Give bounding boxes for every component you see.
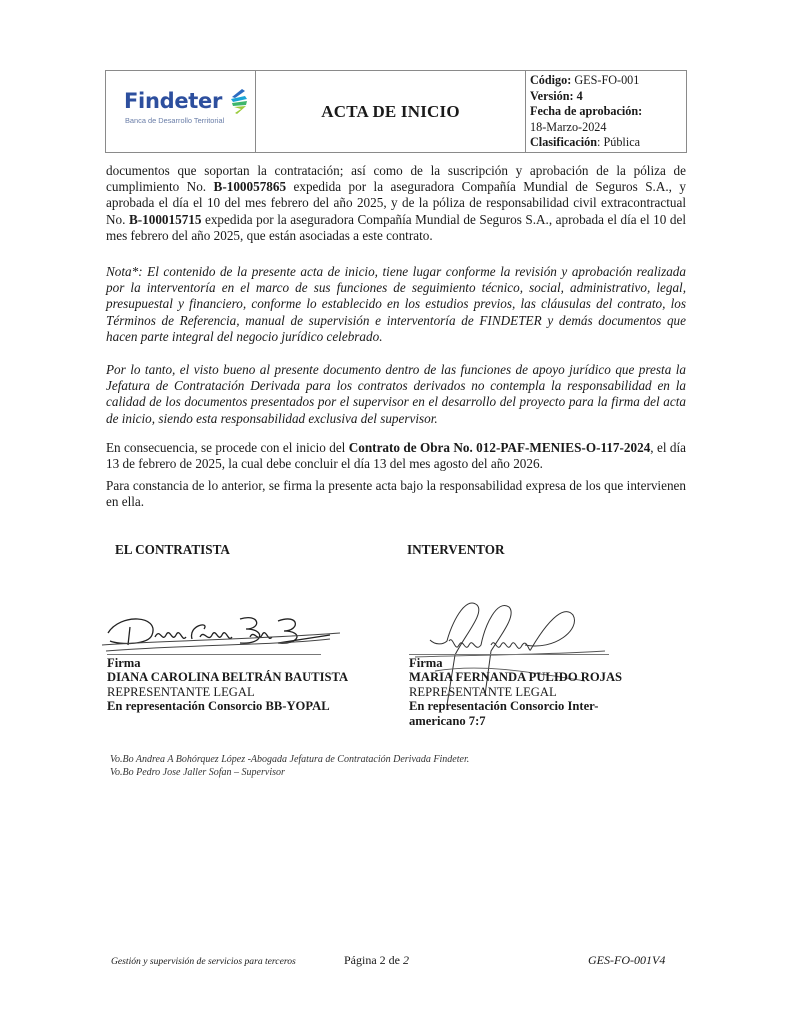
interventor-name: MARIA FERNANDA PULIDO ROJAS bbox=[409, 670, 623, 685]
document-header-table bbox=[105, 70, 687, 153]
footer-doc-code: GES-FO-001V4 bbox=[588, 953, 666, 967]
interventor-firma-label: Firma bbox=[409, 656, 443, 670]
interventor-representation-2: americano 7:7 bbox=[409, 713, 486, 728]
consecuencia-paragraph: En consecuencia, se procede con el inicio del Contrato de Obra No. 012-PAF-MENIES-O-117-2024, el día 13 de febrero de 2025, la cual debe concluir el día 13 del mes agosto del año 2026. bbox=[106, 440, 686, 472]
meta-cell bbox=[526, 71, 686, 152]
document-title: ACTA DE INICIO bbox=[321, 101, 460, 121]
policy-number-1: B-100057865 bbox=[213, 179, 287, 195]
findeter-logo-tagline: Banca de Desarrollo Territorial bbox=[125, 116, 225, 125]
interventor-signature-line bbox=[409, 654, 609, 655]
codigo-row: Código: GES-FO-001 bbox=[530, 73, 640, 87]
logo-cell bbox=[106, 71, 256, 152]
fecha-value: 18-Marzo-2024 bbox=[530, 119, 607, 134]
interventor-role: REPRESENTANTE LEGAL bbox=[409, 684, 557, 699]
contratista-signature-line bbox=[107, 654, 321, 655]
version-row: Versión: 4 bbox=[530, 88, 583, 103]
vobo-line-1: Vo.Bo Andrea A Bohórquez López -Abogada Jefatura de Contratación Derivada Findeter. bbox=[110, 754, 470, 765]
contratista-firma-label: Firma bbox=[107, 656, 141, 670]
fecha-label: Fecha de aprobación: bbox=[530, 104, 643, 119]
nota-paragraph: Nota*: El contenido de la presente acta de inicio, tiene lugar conforme la revisión y aprobación realizada por la interventoría en el marco de sus funciones de seguimiento técnico, social, administrativo, legal, presupuestal y financiero, conforme lo establecido en los estudios previos, las cláusulas del contrato, los Términos de Referencia, manual de supervisión e interventoría de FINDETER y demás documentos que hacen parte integral del negocio jurídico celebrado. bbox=[106, 264, 686, 344]
footer-left-text: Gestión y supervisión de servicios para terceros bbox=[111, 956, 296, 967]
contratista-name: DIANA CAROLINA BELTRÁN BAUTISTA bbox=[107, 670, 349, 685]
findeter-logo-wordmark: Findeter bbox=[124, 89, 223, 113]
contratista-role: REPRESENTANTE LEGAL bbox=[107, 684, 255, 699]
findeter-logo-icon bbox=[228, 88, 250, 116]
contract-number: Contrato de Obra No. 012-PAF-MENIES-O-117-2024 bbox=[348, 440, 651, 455]
page-number: Página 2 de 2 bbox=[344, 953, 409, 967]
por-lo-tanto-paragraph: Por lo tanto, el visto bueno al presente documento dentro de las funciones de apoyo jurídico que presta la Jefatura de Contratación Derivada para los contratos derivados no contempla la responsabilidad en la calidad de los documentos presentados por el supervisor en el desarrollo del proyecto para la firma del acta de inicio, siendo esta responsabilidad exclusiva del supervisor. bbox=[106, 362, 686, 426]
policy-number-2: B-100015715 bbox=[128, 211, 202, 227]
contratista-representation: En representación Consorcio BB-YOPAL bbox=[107, 699, 330, 714]
contratista-signature-block bbox=[107, 656, 348, 714]
contratista-signature bbox=[100, 605, 350, 655]
contratista-heading: EL CONTRATISTA bbox=[115, 542, 230, 557]
clasificacion-row: Clasificación: Pública bbox=[530, 135, 641, 150]
vobo-line-2: Vo.Bo Pedro Jose Jaller Sofan – Supervisor bbox=[110, 767, 285, 778]
interventor-representation-1: En representación Consorcio Inter- bbox=[409, 699, 599, 714]
title-cell bbox=[256, 71, 526, 152]
interventor-signature-block bbox=[409, 656, 622, 728]
interventor-heading: INTERVENTOR bbox=[407, 542, 505, 557]
policies-paragraph: documentos que soportan la contratación; así como de la suscripción y aprobación de la póliza de cumplimiento No. B-100057865 expedida por la aseguradora Compañía Mundial de Seguros S.A., y aprobada el día el 10 del mes febrero del año 2025, y de la póliza de responsabilidad civil extracontractual No. B-100015715 expedida por la aseguradora Compañía Mundial de Seguros S.A., aprobada el día el 10 del mes febrero del año 2025, que están asociadas a este contrato. bbox=[106, 163, 686, 243]
constancia-paragraph: Para constancia de lo anterior, se firma la presente acta bajo la responsabilidad expresa de los que intervienen en ella. bbox=[106, 478, 686, 510]
